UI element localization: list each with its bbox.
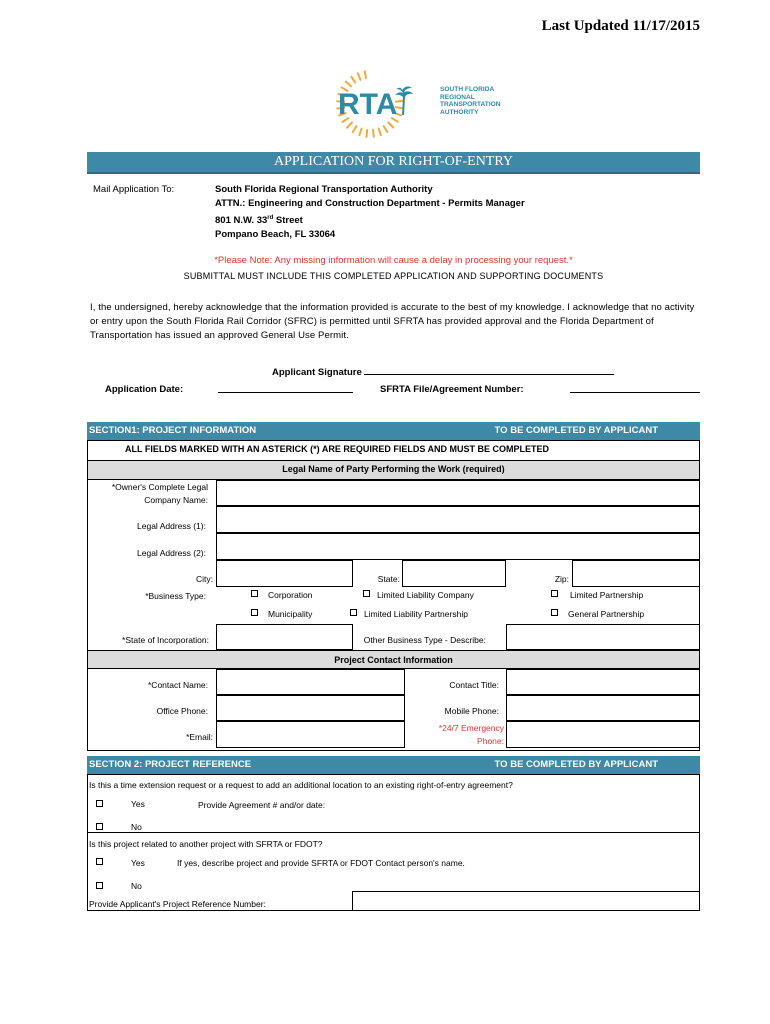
business-type-label: *Business Type: bbox=[145, 591, 206, 601]
other-business-type-label: Other Business Type - Describe: bbox=[363, 635, 486, 645]
section1-title: SECTION1: PROJECT INFORMATION bbox=[89, 425, 257, 436]
acknowledgement-text: I, the undersigned, hereby acknowledge that the information provided is accurate to the best of my knowledge. I acknowledge that no activity or entry upon the South Florida Rail Corridor (SFRC) is permitted until SFRTA has provided approval and the Florida Department of Transportation has issued an approved General Use Permit. bbox=[90, 302, 695, 341]
q1-no-label: No bbox=[131, 822, 142, 832]
legal-address-2-field[interactable] bbox=[216, 533, 700, 560]
section1-right: TO BE COMPLETED BY APPLICANT bbox=[494, 425, 658, 436]
section2-bar bbox=[87, 756, 700, 774]
llp-label: Limited Liability Partnership bbox=[364, 609, 468, 619]
owner-name-field[interactable] bbox=[216, 480, 700, 506]
zip-field[interactable] bbox=[572, 560, 700, 587]
logo-organization-name: SOUTH FLORIDA REGIONAL TRANSPORTATION AUTHORITY bbox=[440, 86, 501, 116]
limited-partnership-label: Limited Partnership bbox=[570, 590, 644, 600]
logo-ray bbox=[358, 73, 361, 80]
legal-address-1-field[interactable] bbox=[216, 506, 700, 533]
contact-title-label: Contact Title: bbox=[449, 680, 499, 690]
q1-text: Is this a time extension request or a request to add an additional location to an existing right-of-entry agreement? bbox=[89, 780, 513, 790]
q2-yes-checkbox[interactable] bbox=[96, 858, 103, 865]
emergency-phone-label: *24/7 Emergency Phone: bbox=[438, 723, 504, 746]
municipality-checkbox[interactable] bbox=[251, 609, 258, 616]
logo-ray bbox=[351, 77, 355, 83]
contact-name-field[interactable] bbox=[216, 669, 405, 695]
general-partnership-checkbox[interactable] bbox=[551, 609, 558, 616]
office-phone-field[interactable] bbox=[216, 695, 405, 721]
logo-ray bbox=[384, 126, 388, 132]
logo-ray bbox=[379, 129, 381, 136]
legal-name-header: Legal Name of Party Performing the Work (required) bbox=[282, 464, 505, 474]
logo-ray bbox=[347, 123, 352, 128]
llp-checkbox[interactable] bbox=[350, 609, 357, 616]
state-of-incorporation-label: *State of Incorporation: bbox=[122, 635, 209, 645]
section2-divider bbox=[87, 832, 700, 833]
owner-name-label: *Owner's Complete Legal Company Name: bbox=[111, 482, 208, 505]
logo-ray bbox=[353, 126, 357, 132]
logo-ray bbox=[346, 82, 351, 87]
application-title: APPLICATION FOR RIGHT-OF-ENTRY bbox=[87, 152, 700, 174]
emergency-phone-field[interactable] bbox=[506, 721, 700, 748]
reference-number-label: Provide Applicant's Project Reference Number: bbox=[89, 899, 266, 909]
required-fields-note: ALL FIELDS MARKED WITH AN ASTERICK (*) ARE REQUIRED FIELDS AND MUST BE COMPLETED bbox=[125, 444, 549, 454]
q2-describe-label: If yes, describe project and provide SFRTA or FDOT Contact person's name. bbox=[177, 858, 465, 868]
contact-header: Project Contact Information bbox=[334, 655, 453, 665]
mobile-phone-label: Mobile Phone: bbox=[444, 706, 499, 716]
municipality-label: Municipality bbox=[268, 609, 313, 619]
application-date-field[interactable] bbox=[218, 392, 353, 393]
q2-no-label: No bbox=[131, 881, 142, 891]
section2-title: SECTION 2: PROJECT REFERENCE bbox=[89, 759, 252, 770]
section1-bar bbox=[87, 422, 700, 440]
q1-yes-label: Yes bbox=[131, 799, 145, 809]
logo-ray bbox=[359, 129, 361, 136]
logo-ray bbox=[367, 130, 368, 137]
corporation-checkbox[interactable] bbox=[251, 590, 258, 597]
state-field[interactable] bbox=[402, 560, 506, 587]
applicant-signature: Applicant Signature bbox=[272, 365, 614, 378]
legal-address-2-label: Legal Address (2): bbox=[137, 548, 206, 558]
submittal-note: SUBMITTAL MUST INCLUDE THIS COMPLETED APPLICATION AND SUPPORTING DOCUMENTS bbox=[183, 271, 604, 281]
other-business-type-field[interactable] bbox=[506, 624, 700, 650]
legal-address-1-label: Legal Address (1): bbox=[137, 521, 206, 531]
city-label: City: bbox=[196, 574, 213, 584]
reference-number-field[interactable] bbox=[352, 891, 700, 911]
logo-rta-text: RTA bbox=[338, 88, 398, 121]
llc-label: Limited Liability Company bbox=[377, 590, 474, 600]
logo-ray bbox=[373, 130, 374, 137]
q1-no-checkbox[interactable] bbox=[96, 823, 103, 830]
logo-ray bbox=[388, 123, 393, 128]
state-label: State: bbox=[377, 574, 400, 584]
sfrta-file-field[interactable] bbox=[570, 392, 700, 393]
last-updated-date: Last Updated 11/17/2015 bbox=[541, 18, 700, 34]
q2-yes-label: Yes bbox=[131, 858, 145, 868]
general-partnership-label: General Partnership bbox=[568, 609, 645, 619]
q1-provide-label: Provide Agreement # and/or date: bbox=[198, 800, 326, 810]
limited-partnership-checkbox[interactable] bbox=[551, 590, 558, 597]
llc-checkbox[interactable] bbox=[363, 590, 370, 597]
contact-title-field[interactable] bbox=[506, 669, 700, 695]
q2-text: Is this project related to another project with SFRTA or FDOT? bbox=[89, 839, 323, 849]
sfrta-file-label: SFRTA File/Agreement Number: bbox=[380, 384, 524, 395]
q1-yes-checkbox[interactable] bbox=[96, 800, 103, 807]
application-date-label: Application Date: bbox=[105, 384, 184, 395]
email-field[interactable] bbox=[216, 721, 405, 748]
state-of-incorporation-field[interactable] bbox=[216, 624, 353, 650]
email-label: *Email: bbox=[186, 732, 213, 742]
zip-label: Zip: bbox=[554, 574, 569, 584]
logo-ray bbox=[365, 71, 366, 78]
mobile-phone-field[interactable] bbox=[506, 695, 700, 721]
mail-address: South Florida Regional Transportation Authority ATTN.: Engineering and Construction Department - Permits Manager 801 N.W. 33rd Street Pompano Beach, FL 33064 bbox=[215, 184, 525, 241]
q2-no-checkbox[interactable] bbox=[96, 882, 103, 889]
corporation-label: Corporation bbox=[268, 590, 313, 600]
section2-right: TO BE COMPLETED BY APPLICANT bbox=[494, 759, 658, 770]
missing-info-note: *Please Note: Any missing information will cause a delay in processing your request.* bbox=[214, 255, 573, 266]
contact-name-label: *Contact Name: bbox=[148, 680, 208, 690]
signature-line[interactable] bbox=[364, 365, 614, 375]
office-phone-label: Office Phone: bbox=[156, 706, 208, 716]
city-field[interactable] bbox=[216, 560, 353, 587]
mail-label: Mail Application To: bbox=[93, 184, 175, 195]
